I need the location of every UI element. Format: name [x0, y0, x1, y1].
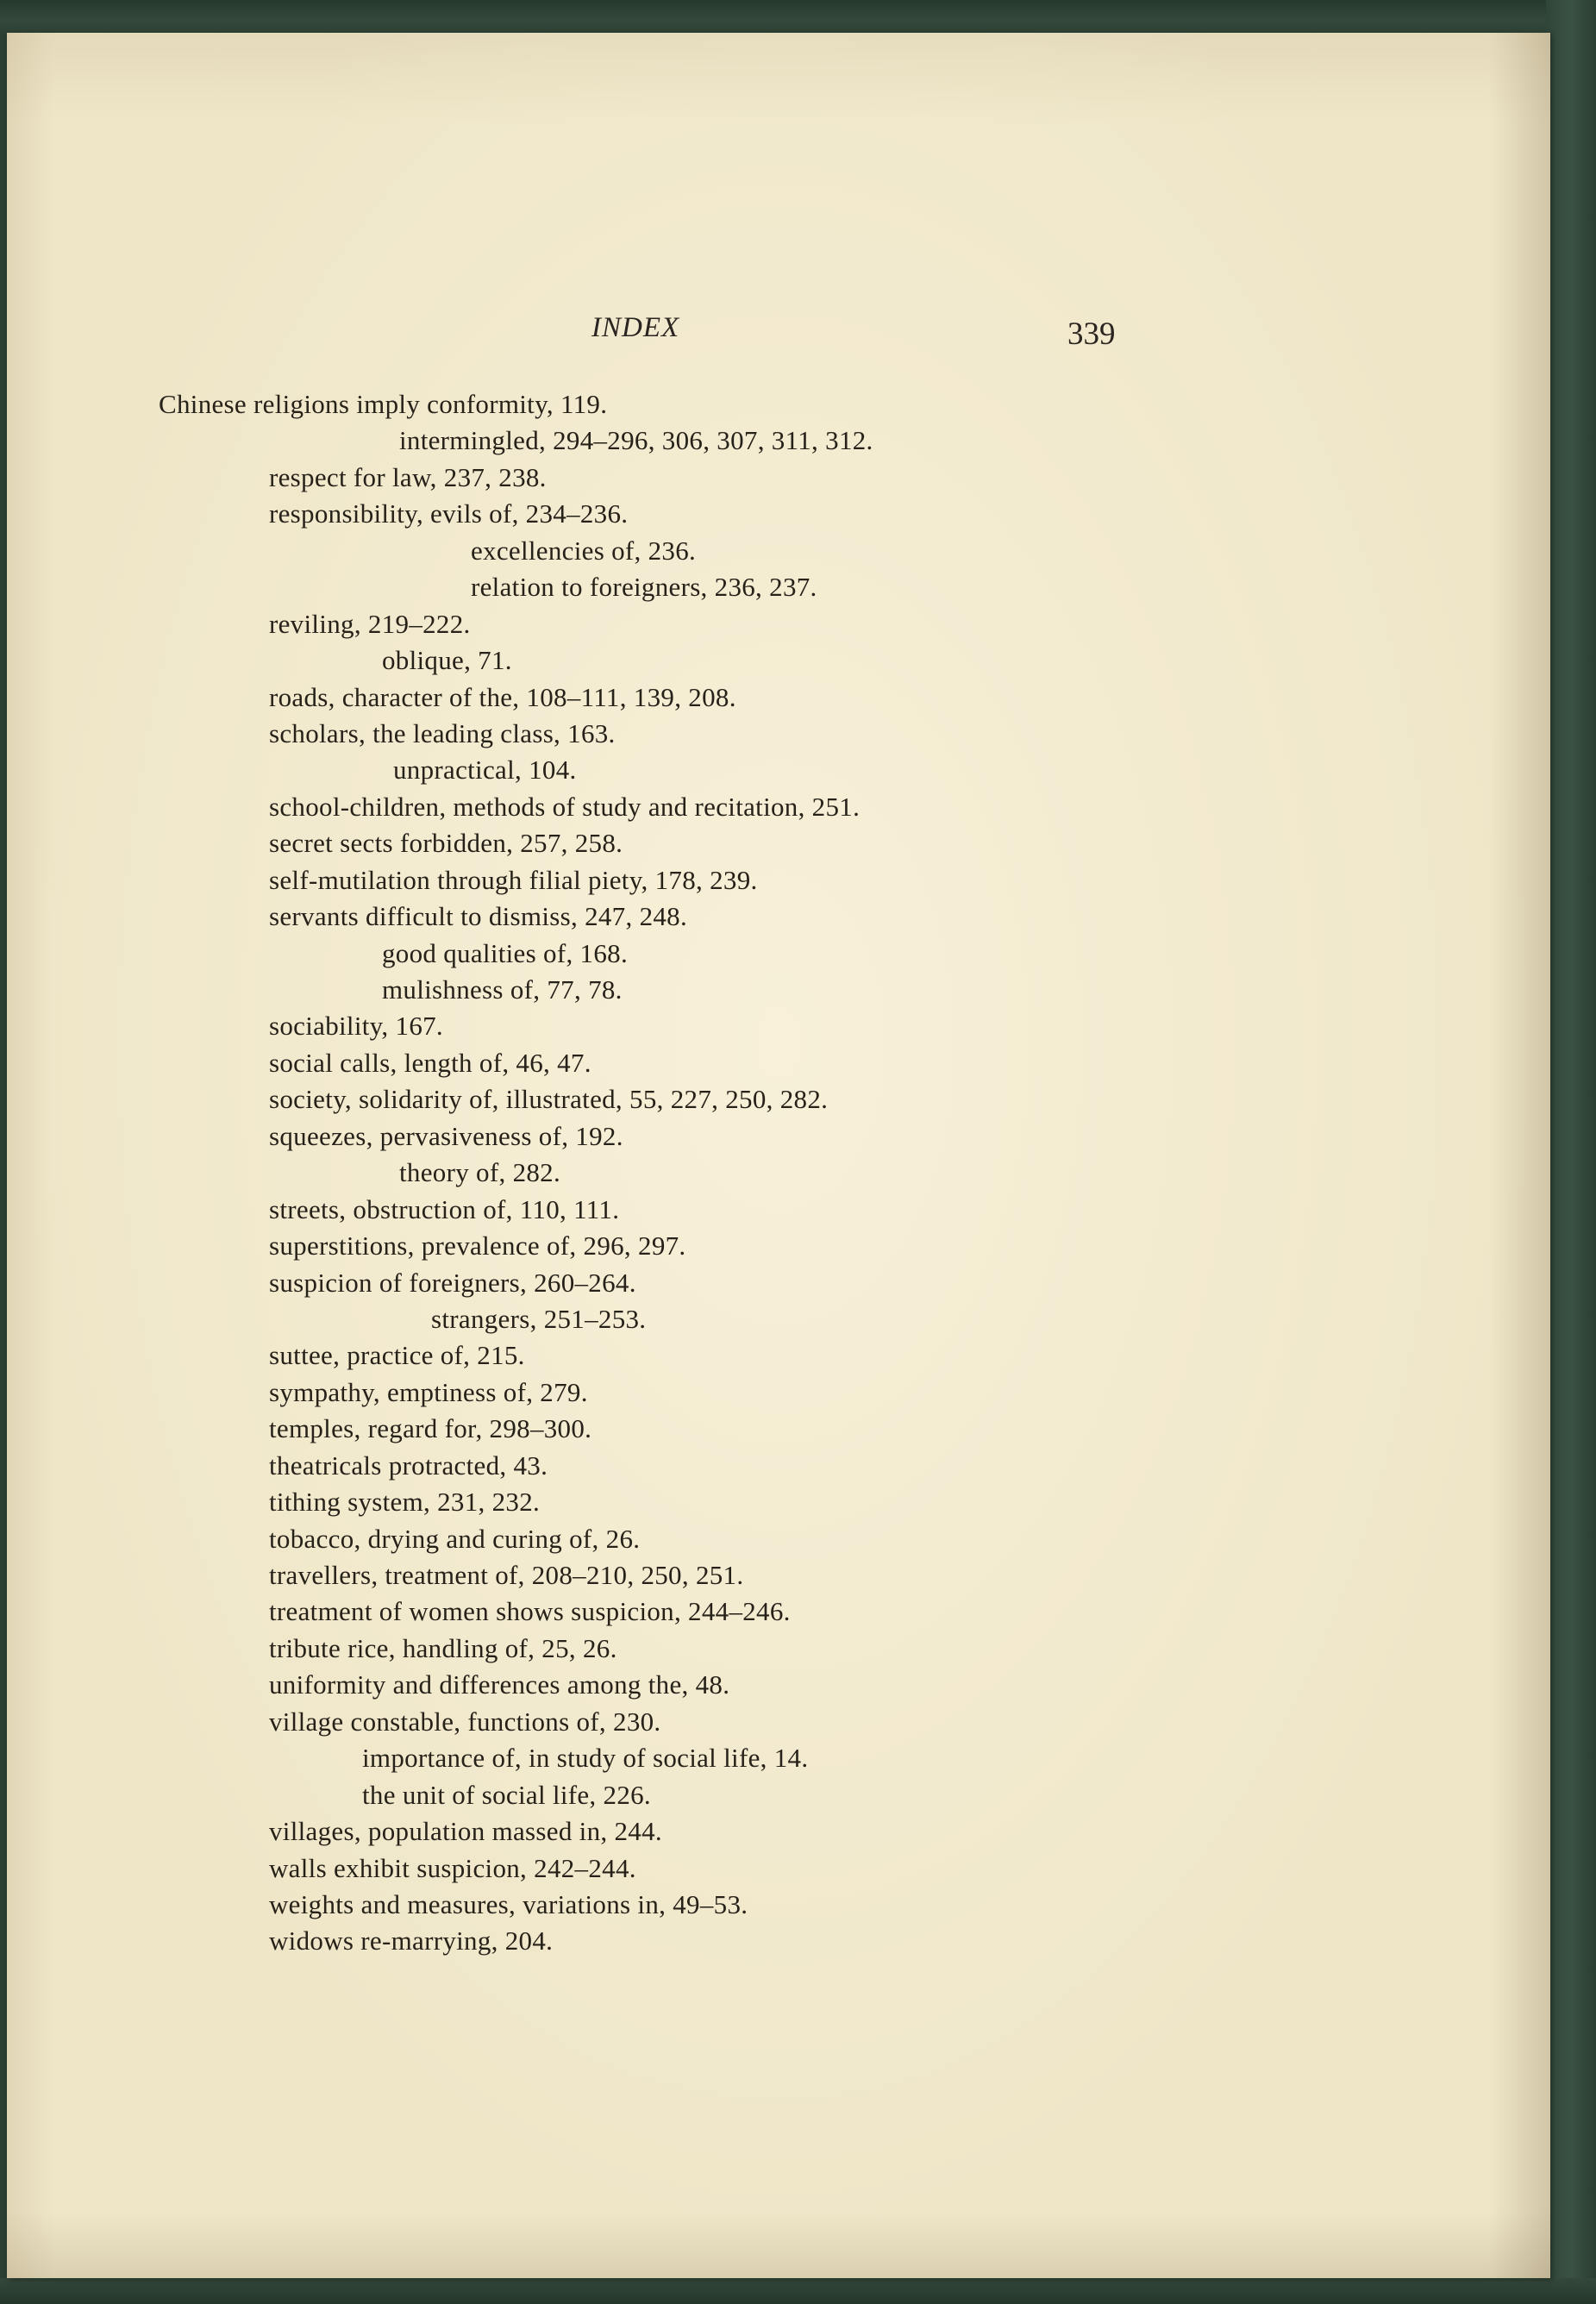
- index-subentry: oblique, 71.: [382, 645, 512, 676]
- index-entry: sociability, 167.: [269, 1011, 443, 1042]
- index-subentry: relation to foreigners, 236, 237.: [471, 572, 817, 603]
- index-entry: Chinese religions imply conformity, 119.: [159, 389, 608, 419]
- index-entry: social calls, length of, 46, 47.: [269, 1047, 591, 1078]
- book-cover-top: [0, 0, 1596, 34]
- page-number: 339: [1067, 316, 1116, 352]
- index-entry: walls exhibit suspicion, 242–244.: [269, 1852, 636, 1883]
- index-entry: widows re-marrying, 204.: [269, 1925, 554, 1957]
- index-entry: weights and measures, variations in, 49–53.: [269, 1888, 748, 1919]
- index-subentry: theory of, 282.: [399, 1157, 561, 1188]
- index-entry: tribute rice, handling of, 25, 26.: [269, 1632, 617, 1663]
- index-subentry: importance of, in study of social life, 14.: [362, 1743, 809, 1774]
- index-entry: suspicion of foreigners, 260–264.: [269, 1267, 636, 1298]
- index-subentry: intermingled, 294–296, 306, 307, 311, 312.: [399, 425, 873, 456]
- index-entry: village constable, functions of, 230.: [269, 1706, 661, 1737]
- index-entry: temples, regard for, 298–300.: [269, 1413, 592, 1444]
- index-entry: school-children, methods of study and recitation, 251.: [269, 791, 861, 822]
- index-entry: respect for law, 237, 238.: [269, 461, 547, 492]
- index-subentry: good qualities of, 168.: [382, 937, 629, 968]
- index-list: [0, 386, 1596, 1960]
- index-entry: treatment of women shows suspicion, 244–246.: [269, 1596, 791, 1627]
- index-entry: self-mutilation through filial piety, 178, 239.: [269, 864, 758, 895]
- index-entry: uniformity and differences among the, 48.: [269, 1669, 730, 1700]
- index-subentry: the unit of social life, 226.: [362, 1779, 651, 1810]
- index-subentry: excellencies of, 236.: [471, 535, 697, 566]
- index-entry: servants difficult to dismiss, 247, 248.: [269, 901, 688, 932]
- index-entry: tobacco, drying and curing of, 26.: [269, 1523, 641, 1554]
- index-entry: streets, obstruction of, 110, 111.: [269, 1193, 620, 1224]
- index-entry: villages, population massed in, 244.: [269, 1816, 662, 1847]
- index-entry: suttee, practice of, 215.: [269, 1340, 525, 1371]
- index-entry: theatricals protracted, 43.: [269, 1449, 548, 1481]
- index-entry: superstitions, prevalence of, 296, 297.: [269, 1230, 686, 1262]
- index-subentry: mulishness of, 77, 78.: [382, 974, 623, 1005]
- index-entry: squeezes, pervasiveness of, 192.: [269, 1120, 623, 1151]
- index-entry: secret sects forbidden, 257, 258.: [269, 828, 623, 859]
- index-entry: sympathy, emptiness of, 279.: [269, 1376, 588, 1407]
- index-subentry: strangers, 251–253.: [431, 1303, 647, 1334]
- book-cover-bottom: [0, 2278, 1596, 2304]
- index-entry: reviling, 219–222.: [269, 608, 471, 639]
- index-subentry: unpractical, 104.: [393, 754, 577, 786]
- running-head-title: INDEX: [591, 312, 680, 343]
- index-entry: tithing system, 231, 232.: [269, 1487, 541, 1518]
- index-entry: scholars, the leading class, 163.: [269, 717, 616, 748]
- index-entry: roads, character of the, 108–111, 139, 208.: [269, 681, 736, 712]
- index-entry: society, solidarity of, illustrated, 55, 227, 250, 282.: [269, 1084, 829, 1115]
- index-entry: responsibility, evils of, 234–236.: [269, 498, 629, 529]
- index-entry: travellers, treatment of, 208–210, 250, 251.: [269, 1560, 744, 1590]
